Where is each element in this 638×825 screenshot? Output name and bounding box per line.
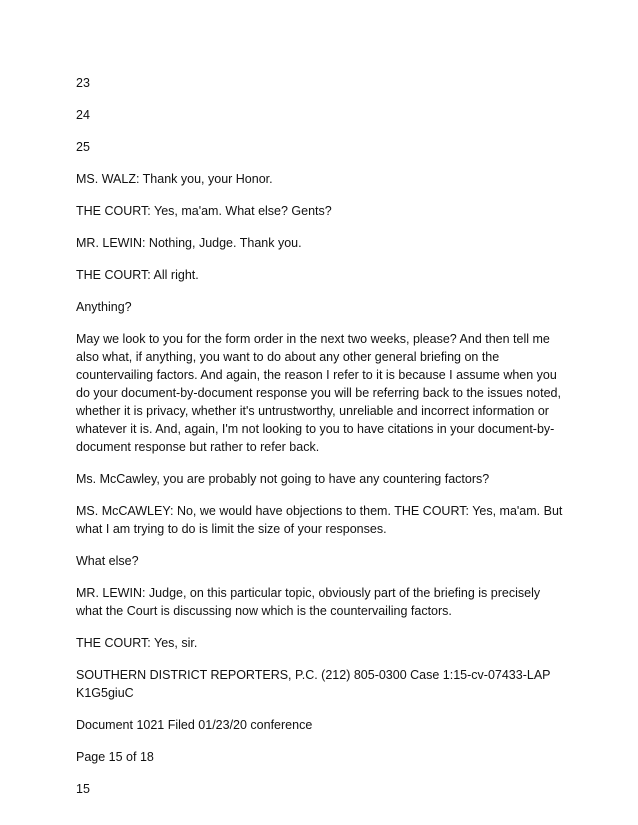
transcript-paragraph: MS. McCAWLEY: No, we would have objections to them. THE COURT: Yes, ma'am. But what I am trying to do is limit the size of your responses.: [76, 504, 563, 536]
transcript-paragraph: Anything?: [76, 300, 132, 314]
page-number: 15: [76, 782, 90, 796]
line-number: 23: [76, 76, 90, 90]
transcript-paragraph: MR. LEWIN: Judge, on this particular topic, obviously part of the briefing is precisely what the Court is discussing now which is the countervailing factors.: [76, 586, 541, 618]
transcript-paragraph: THE COURT: Yes, ma'am. What else? Gents?: [76, 204, 332, 218]
page-footer-document: Document 1021 Filed 01/23/20 conference: [76, 718, 313, 732]
page-footer-reporter: SOUTHERN DISTRICT REPORTERS, P.C. (212) 805-0300 Case 1:15-cv-07433-LAP K1G5giuC: [76, 668, 551, 700]
transcript-paragraph: Ms. McCawley, you are probably not going to have any countering factors?: [76, 472, 490, 486]
transcript-paragraph: What else?: [76, 554, 139, 568]
transcript-paragraph: MS. WALZ: Thank you, your Honor.: [76, 172, 273, 186]
transcript-paragraph: THE COURT: All right.: [76, 268, 199, 282]
line-number: 25: [76, 140, 90, 154]
page-footer-page-count: Page 15 of 18: [76, 750, 154, 764]
transcript-body: [76, 74, 566, 812]
transcript-paragraph: THE COURT: Yes, sir.: [76, 636, 198, 650]
transcript-paragraph: MR. LEWIN: Nothing, Judge. Thank you.: [76, 236, 302, 250]
transcript-paragraph: May we look to you for the form order in the next two weeks, please? And then tell me also what, if anything, you want to do about any other general briefing on the countervailing factors. And again, the reason I refer to it is because I assume when you do your document-by-document response you will be referring back to the issues noted, whether it is privacy, whether it's untrustworthy, unreliable and incorrect information or whatever it is. And, again, I'm not looking to you to have citations in your document-by-document response but rather to refer back.: [76, 332, 561, 454]
line-number: 24: [76, 108, 90, 122]
